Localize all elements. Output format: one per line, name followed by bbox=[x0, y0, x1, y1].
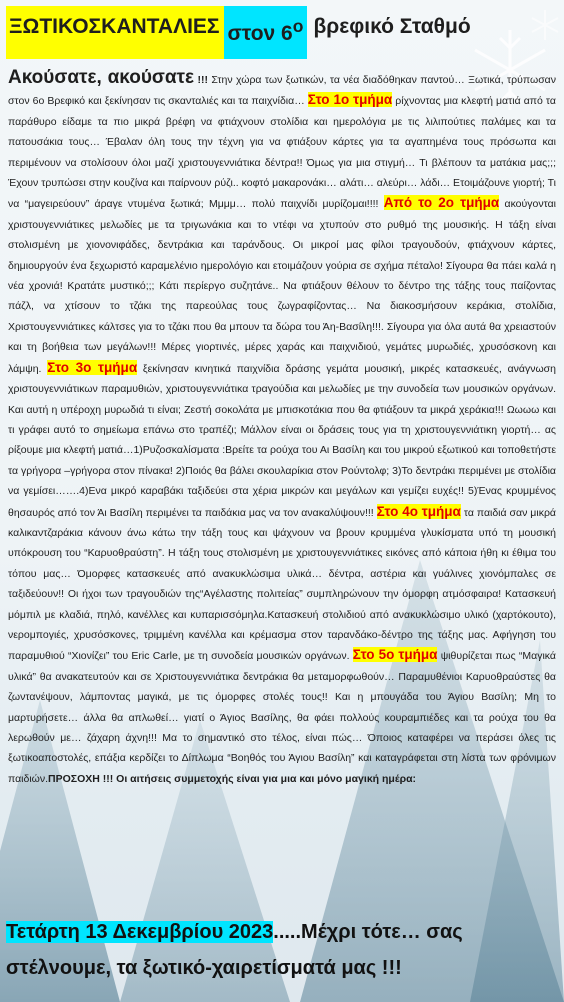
intro-bangs: !!! bbox=[197, 74, 208, 86]
article-body bbox=[8, 68, 556, 789]
section-2-label: Από το 2ο τμήμα bbox=[383, 195, 500, 211]
notice-label: ΠΡΟΣΟΧΗ !!! bbox=[48, 772, 114, 785]
title-rest: βρεφικό Σταθμό bbox=[313, 15, 471, 38]
section-2-text: ακούγονται χριστουγεννιάτικες μελωδίες με τα τριγωνάκια και το ντέφι να χτυπούν στο ρυθμό της μουσικής. Η τάξη είναι στολισμένη με χιονονιφάδες, δεντράκια και ταράνδους. Οι μικροί μας φίλοι τραγουδούν, φτιάχνουν κάρτες, δημιουργούν ένα ξεχωριστό καραμελένιο ημερολόγιο και ετοιμάζουν γούρια σε σχήμα πέταλο! Σίγουρα θα πάει καλά η νέα χρονιά! Κρατάτε μυστικό;;; Κάτι περίεργο συζητάνε.. Να φτιάξουν θέλουν το δέντρο της τάξης τους παίζοντας πάζλ, να χτίσουν το τζάκι της παρεούλας τους ζωγραφίζοντας… Να διακοσμήσουν κεράκια, στολίδια, Χριστουγεννιάτικες κάλτσες για το τζάκι που θα μπουν τα δώρα του Άη-Βασίλη!!!. Σίγουρα για όλα αυτά θα χρειαστούν και τη βοήθεια των μεγάλων!!! Μέρες γιορτινές, μέρες χαράς και παιχνιδιού, γεμάτες μυρωδιές, χρυσόσκονη και λάμψη. bbox=[8, 198, 557, 375]
intro-text: Στην χώρα των ξωτικών, τα νέα διαδόθηκαν παντού… Ξωτικά, τρύπωσαν στον 6ο Βρεφικό και ξεκίνησαν τις σκανταλιές και τα παιχνίδια… bbox=[8, 74, 556, 108]
title-sup: ο bbox=[292, 16, 304, 36]
section-4-text: τα παιδιά σαν μικρά καλικαντζαράκια κάνουν άνω κάτω την τάξη τους και ψάχνουν να βρουν κρυμμένα γλυκίσματα υπό τη μουσική υπόκρουση του “Καρυοθραύστη”. Η τάξη τους στολισμένη με χριστουγεννιάτικες εικόνες από κάποια ήθη κι έθιμα του τόπου μας… Όμορφες κατασκευές από ανακυκλώσιμα υλικά… δέντρα, αστέρια και γυάλινες χιονόμπαλες σε ταξιδεύουν!! Οι ήχοι των τραγουδιών της“Αγέλαστης πολιτείας” συμπληρώνουν την όμορφη ατμόσφαιρα! Κατασκευή μόμπιλ με κλαδιά, πηλό, κανέλλες και κυπαρισσόμηλα.Κατασκευή στολιδιού από ανακυκλώσιμο υλικό (χαρτόκουτο), νερομπογιές, χρυσόσκονες, τριμμένη κανέλλα και κρέμασμα στον ταρανδάκο-δέντρο της τάξης μας. Αφήγηση του παραμυθιού “Χιονίζει” του Eric Carle, με τη συνοδεία μουσικών οργάνων. bbox=[8, 506, 556, 663]
page-title bbox=[6, 6, 471, 62]
event-date: Τετάρτη 13 Δεκεμβρίου 2023 bbox=[6, 921, 274, 943]
title-part2: στον 6 bbox=[227, 22, 293, 45]
section-5-label: Στο 5ο τμήμα bbox=[352, 647, 438, 663]
closing-message bbox=[6, 914, 558, 986]
section-1-label: Στο 1ο τμήμα bbox=[307, 92, 393, 108]
section-4-label: Στο 4ο τμήμα bbox=[376, 503, 461, 519]
intro-heading: Ακούσατε, ακούσατε bbox=[8, 67, 195, 88]
title-highlight-yellow: ΞΩΤΙΚΟΣΚΑΝΤΑΛΙΕΣ bbox=[6, 6, 224, 59]
closing-text: .....Μέχρι τότε… σας στέλνουμε, τα ξωτικό-χαιρετίσματά μας !!! bbox=[6, 921, 463, 979]
section-1-text: ρίχνοντας μια κλεφτή ματιά από τα παράθυρο είδαμε τα πιο μικρά βρέφη να φτιάχνουν στολίδια και ημερολόγια με τις λιλιπούτιες παλάμες και τα πατουσάκια τους… Έβαλαν όλη τους την τέχνη για να φτιάξουν κάρτες για τα αγαπημένα τους πρόσωπα και περιμένουν να στολίσουν όλοι μαζί χριστουγεννιάτικα δέντρα!! Όμως για μια στιγμή… Τι βλέπουν τα ματάκια μας;;; Έχουν τρυπώσει στην κουζίνα και παίρνουν ρύζι.. κοφτό μακαρονάκι… αλάτι… αλεύρι… λάδι… Ετοιμάζουνε γιορτή; Τι να “μαγειρεύουν” άραγε ντυμένα ξωτικά; Μμμμ… πολύ παιχνίδι μυρίζομαι!!!! bbox=[8, 95, 557, 211]
section-3-label: Στο 3ο τμήμα bbox=[47, 359, 138, 375]
section-3-text: ξεκίνησαν κινητικά παιχνίδια δράσης γεμάτα μουσική, μικρές κατασκευές, ανάγνωση χριστουγεννιάτικων παραμυθιών, χριστουγεννιάτικα τραγούδια και μελωδίες με την συνοδεία των μουσικών οργάνων. Και αυτή η υπέροχη μυρωδιά τι είναι; Ζεστή σοκολάτα με μπισκοτάκια που θα φτιάξουν τα μικρά χεράκια!!! Ωωωω και τι γράφει αυτό το σημείωμα επάνω στο τραπέζι; Μάλλον είναι οι δράσεις τους για τη χριστουγεννιάτικη γιορτή… ας ρίξουμε μια κλεφτή ματιά…1)Ρυζοσκαλίσματα :Βρείτε τα ρούχα του Αι Βασίλη και του μικρού εξωτικού και τοποθετήστε τα γρήγορα –γρήγορα στον πίνακα! 2)Ποιός θα βάλει σκουλαρίκια στον Ρούντολφ; 3)Το δεντράκι περιμένει με στολίδια να γεμίσει…….4)Ενα μικρό καραβάκι ταξιδεύει στα χέρια μικρών και μεγάλων και γεμίζει ευχές!! 5)Ένας κρυμμένος θησαυρός από τον Άι Βασίλη περιμένει τα παιδάκια μας να τον ανακαλύψουν!!! bbox=[8, 362, 556, 519]
section-5-text: ψιθυρίζεται πως “Μαγικά υλικά” θα ανακατευτούν και σε Χριστουγεννιάτικα δεντράκια θα μεταμορφωθούν… Παραμυθένιοι Καρυοθραύστες θα ζωντανέψουν, λάμποντας μαγικά, με τις όμορφες στολές τους!! Και η μπουγάδα του Άγιου Βασίλη; Μη το μαρτυρήσετε… άλλα θα απλωθεί… γιατί ο Άγιος Βασίλης, θα φάει πολλούς κουραμπιέδες και τα ρούχα του θα λερωθούν με… ζάχαρη άχνη!!! Μα το σημαντικό στο τέλος, είναι πώς… Όποιος καταφέρει να περάσει όλες τις ξωτικοαποστολές, επάξια κερδίζει το Δίπλωμα “Βοηθός του Άγιου Βασίλη” και καταγράφεται στη λίστα των φρόνιμων παιδιών. bbox=[8, 650, 556, 785]
notice-text: Οι αιτήσεις συμμετοχής είναι για μια και μόνο μαγική ημέρα: bbox=[113, 772, 417, 785]
title-highlight-cyan bbox=[224, 6, 308, 59]
